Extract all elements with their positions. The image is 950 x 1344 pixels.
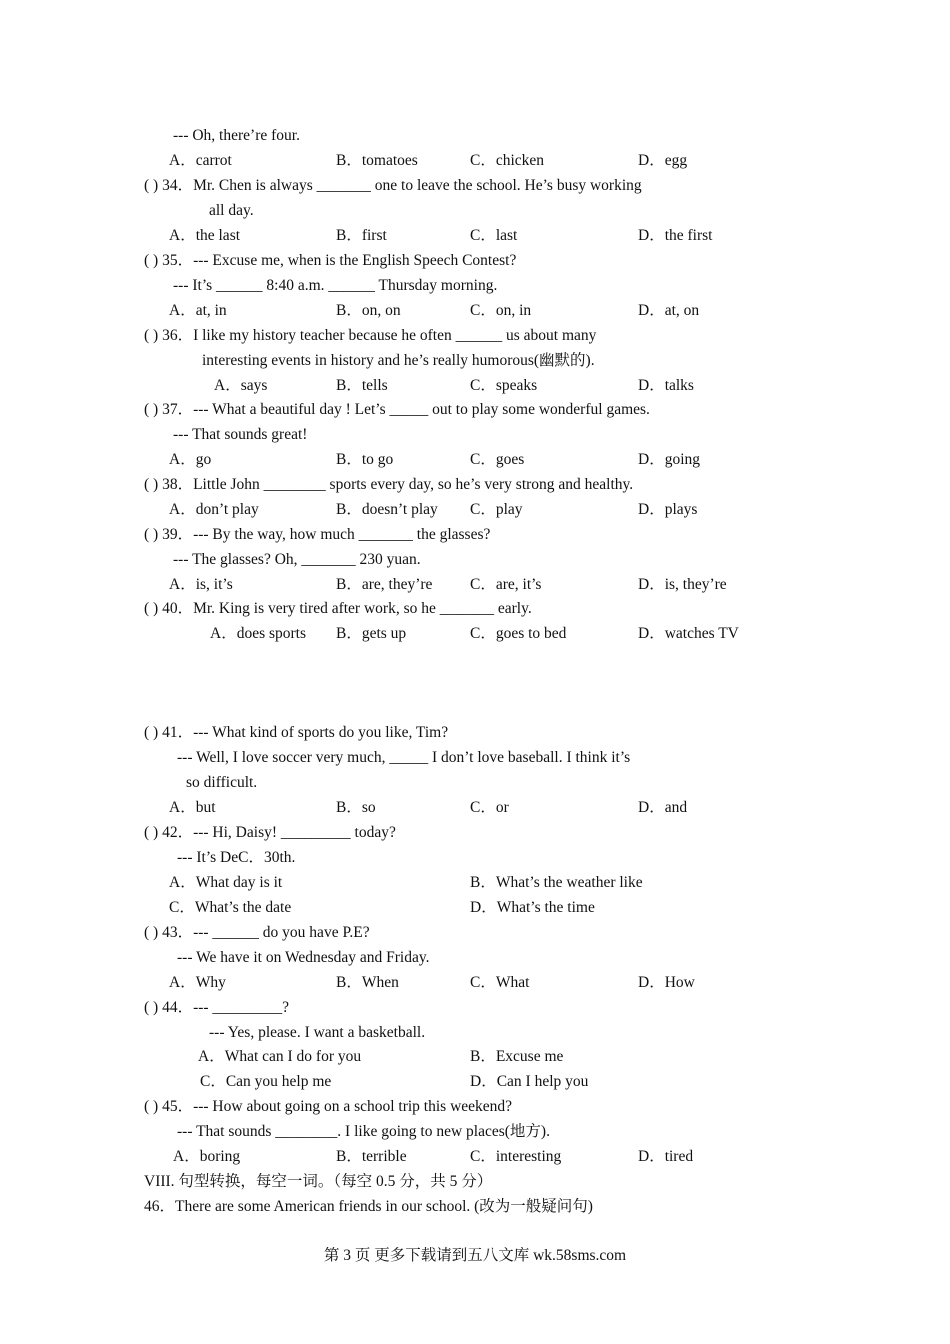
q33-option-c: C．chicken: [470, 152, 545, 169]
q41-option-b: B．so: [336, 799, 376, 816]
q38-option-a: A．don’t play: [169, 501, 259, 518]
q41-stem: ( ) 41．--- What kind of sports do you like, Tim?: [144, 724, 449, 741]
q43-option-a: A．Why: [169, 974, 226, 991]
q37-option-d: D．going: [638, 451, 701, 468]
q33-option-d: D．egg: [638, 152, 688, 169]
q38-option-c: C．play: [470, 501, 523, 518]
q39-option-a: A．is, it’s: [169, 576, 233, 593]
q34-option-b: B．first: [336, 227, 387, 244]
q41-option-a: A．but: [169, 799, 216, 816]
q33-option-b: B．tomatoes: [336, 152, 418, 169]
q40-option-b: B．gets up: [336, 625, 407, 642]
q34-option-a: A．the last: [169, 227, 241, 244]
q44-line2: --- Yes, please. I want a basketball.: [209, 1024, 426, 1041]
q41-line2: --- Well, I love soccer very much, _____ I don’t love baseball. I think it’s: [177, 749, 631, 766]
q36-stem-cont: interesting events in history and he’s really humorous(幽默的).: [202, 352, 595, 369]
page-footer: 第 3 页 更多下载请到五八文库 wk.58sms.com: [323, 1247, 627, 1264]
q33-answer-line: --- Oh, there’re four.: [173, 127, 300, 144]
q39-option-c: C．are, it’s: [470, 576, 542, 593]
q40-option-c: C．goes to bed: [470, 625, 567, 642]
q44-option-c: C．Can you help me: [200, 1073, 332, 1090]
q38-option-d: D．plays: [638, 501, 698, 518]
q44-option-b: B．Excuse me: [470, 1048, 564, 1065]
q35-option-d: D．at, on: [638, 302, 700, 319]
q35-line2: --- It’s ______ 8:40 a.m. ______ Thursday morning.: [173, 277, 498, 294]
q45-line2: --- That sounds ________. I like going to new places(地方).: [177, 1123, 550, 1140]
q37-option-a: A．go: [169, 451, 212, 468]
q35-stem: ( ) 35．--- Excuse me, when is the English Speech Contest?: [144, 252, 517, 269]
q36-option-c: C．speaks: [470, 377, 538, 394]
q45-option-b: B．terrible: [336, 1148, 407, 1165]
q41-line3: so difficult.: [186, 774, 258, 791]
q38-stem: ( ) 38．Little John ________ sports every day, so he’s very strong and healthy.: [144, 476, 634, 493]
q41-option-d: D．and: [638, 799, 688, 816]
q43-option-b: B．When: [336, 974, 399, 991]
q42-option-c: C．What’s the date: [169, 899, 292, 916]
q45-option-d: D．tired: [638, 1148, 694, 1165]
q36-option-a: A．says: [214, 377, 268, 394]
q34-stem: ( ) 34．Mr. Chen is always _______ one to leave the school. He’s busy working: [144, 177, 642, 194]
q39-option-d: D．is, they’re: [638, 576, 727, 593]
q43-stem: ( ) 43．--- ______ do you have P.E?: [144, 924, 370, 941]
q43-option-d: D．How: [638, 974, 695, 991]
q34-stem-cont: all day.: [209, 202, 254, 219]
section-8-heading: VIII. 句型转换，每空一词。（每空 0.5 分，共 5 分）: [144, 1173, 493, 1190]
q37-option-b: B．to go: [336, 451, 394, 468]
q39-stem: ( ) 39．--- By the way, how much _______ the glasses?: [144, 526, 491, 543]
q42-option-d: D．What’s the time: [470, 899, 595, 916]
q43-line2: --- We have it on Wednesday and Friday.: [177, 949, 430, 966]
q34-option-d: D．the first: [638, 227, 713, 244]
q44-option-a: A．What can I do for you: [198, 1048, 362, 1065]
q45-option-a: A．boring: [173, 1148, 241, 1165]
q44-option-d: D．Can I help you: [470, 1073, 589, 1090]
q41-option-c: C．or: [470, 799, 509, 816]
q39-option-b: B．are, they’re: [336, 576, 433, 593]
q35-option-a: A．at, in: [169, 302, 227, 319]
q42-stem: ( ) 42．--- Hi, Daisy! _________ today?: [144, 824, 396, 841]
q40-option-a: A．does sports: [210, 625, 307, 642]
q46-stem: 46．There are some American friends in our school. (改为一般疑问句): [144, 1198, 593, 1215]
q33-option-a: A．carrot: [169, 152, 232, 169]
q35-option-c: C．on, in: [470, 302, 532, 319]
q37-stem: ( ) 37．--- What a beautiful day ! Let’s _____ out to play some wonderful games.: [144, 401, 650, 418]
q35-option-b: B．on, on: [336, 302, 401, 319]
q42-option-b: B．What’s the weather like: [470, 874, 643, 891]
q40-stem: ( ) 40．Mr. King is very tired after work, so he _______ early.: [144, 600, 532, 617]
q44-stem: ( ) 44．--- _________?: [144, 999, 290, 1016]
q43-option-c: C．What: [470, 974, 530, 991]
q42-line2: --- It’s DeC．30th.: [177, 849, 296, 866]
q42-option-a: A．What day is it: [169, 874, 283, 891]
q34-option-c: C．last: [470, 227, 518, 244]
q45-stem: ( ) 45．--- How about going on a school trip this weekend?: [144, 1098, 513, 1115]
q45-option-c: C．interesting: [470, 1148, 562, 1165]
q38-option-b: B．doesn’t play: [336, 501, 438, 518]
q36-option-b: B．tells: [336, 377, 388, 394]
q37-option-c: C．goes: [470, 451, 525, 468]
q40-option-d: D．watches TV: [638, 625, 739, 642]
q36-option-d: D．talks: [638, 377, 694, 394]
q39-line2: --- The glasses? Oh, _______ 230 yuan.: [173, 551, 421, 568]
q36-stem: ( ) 36．I like my history teacher because he often ______ us about many: [144, 327, 597, 344]
q37-line2: --- That sounds great!: [173, 426, 308, 443]
